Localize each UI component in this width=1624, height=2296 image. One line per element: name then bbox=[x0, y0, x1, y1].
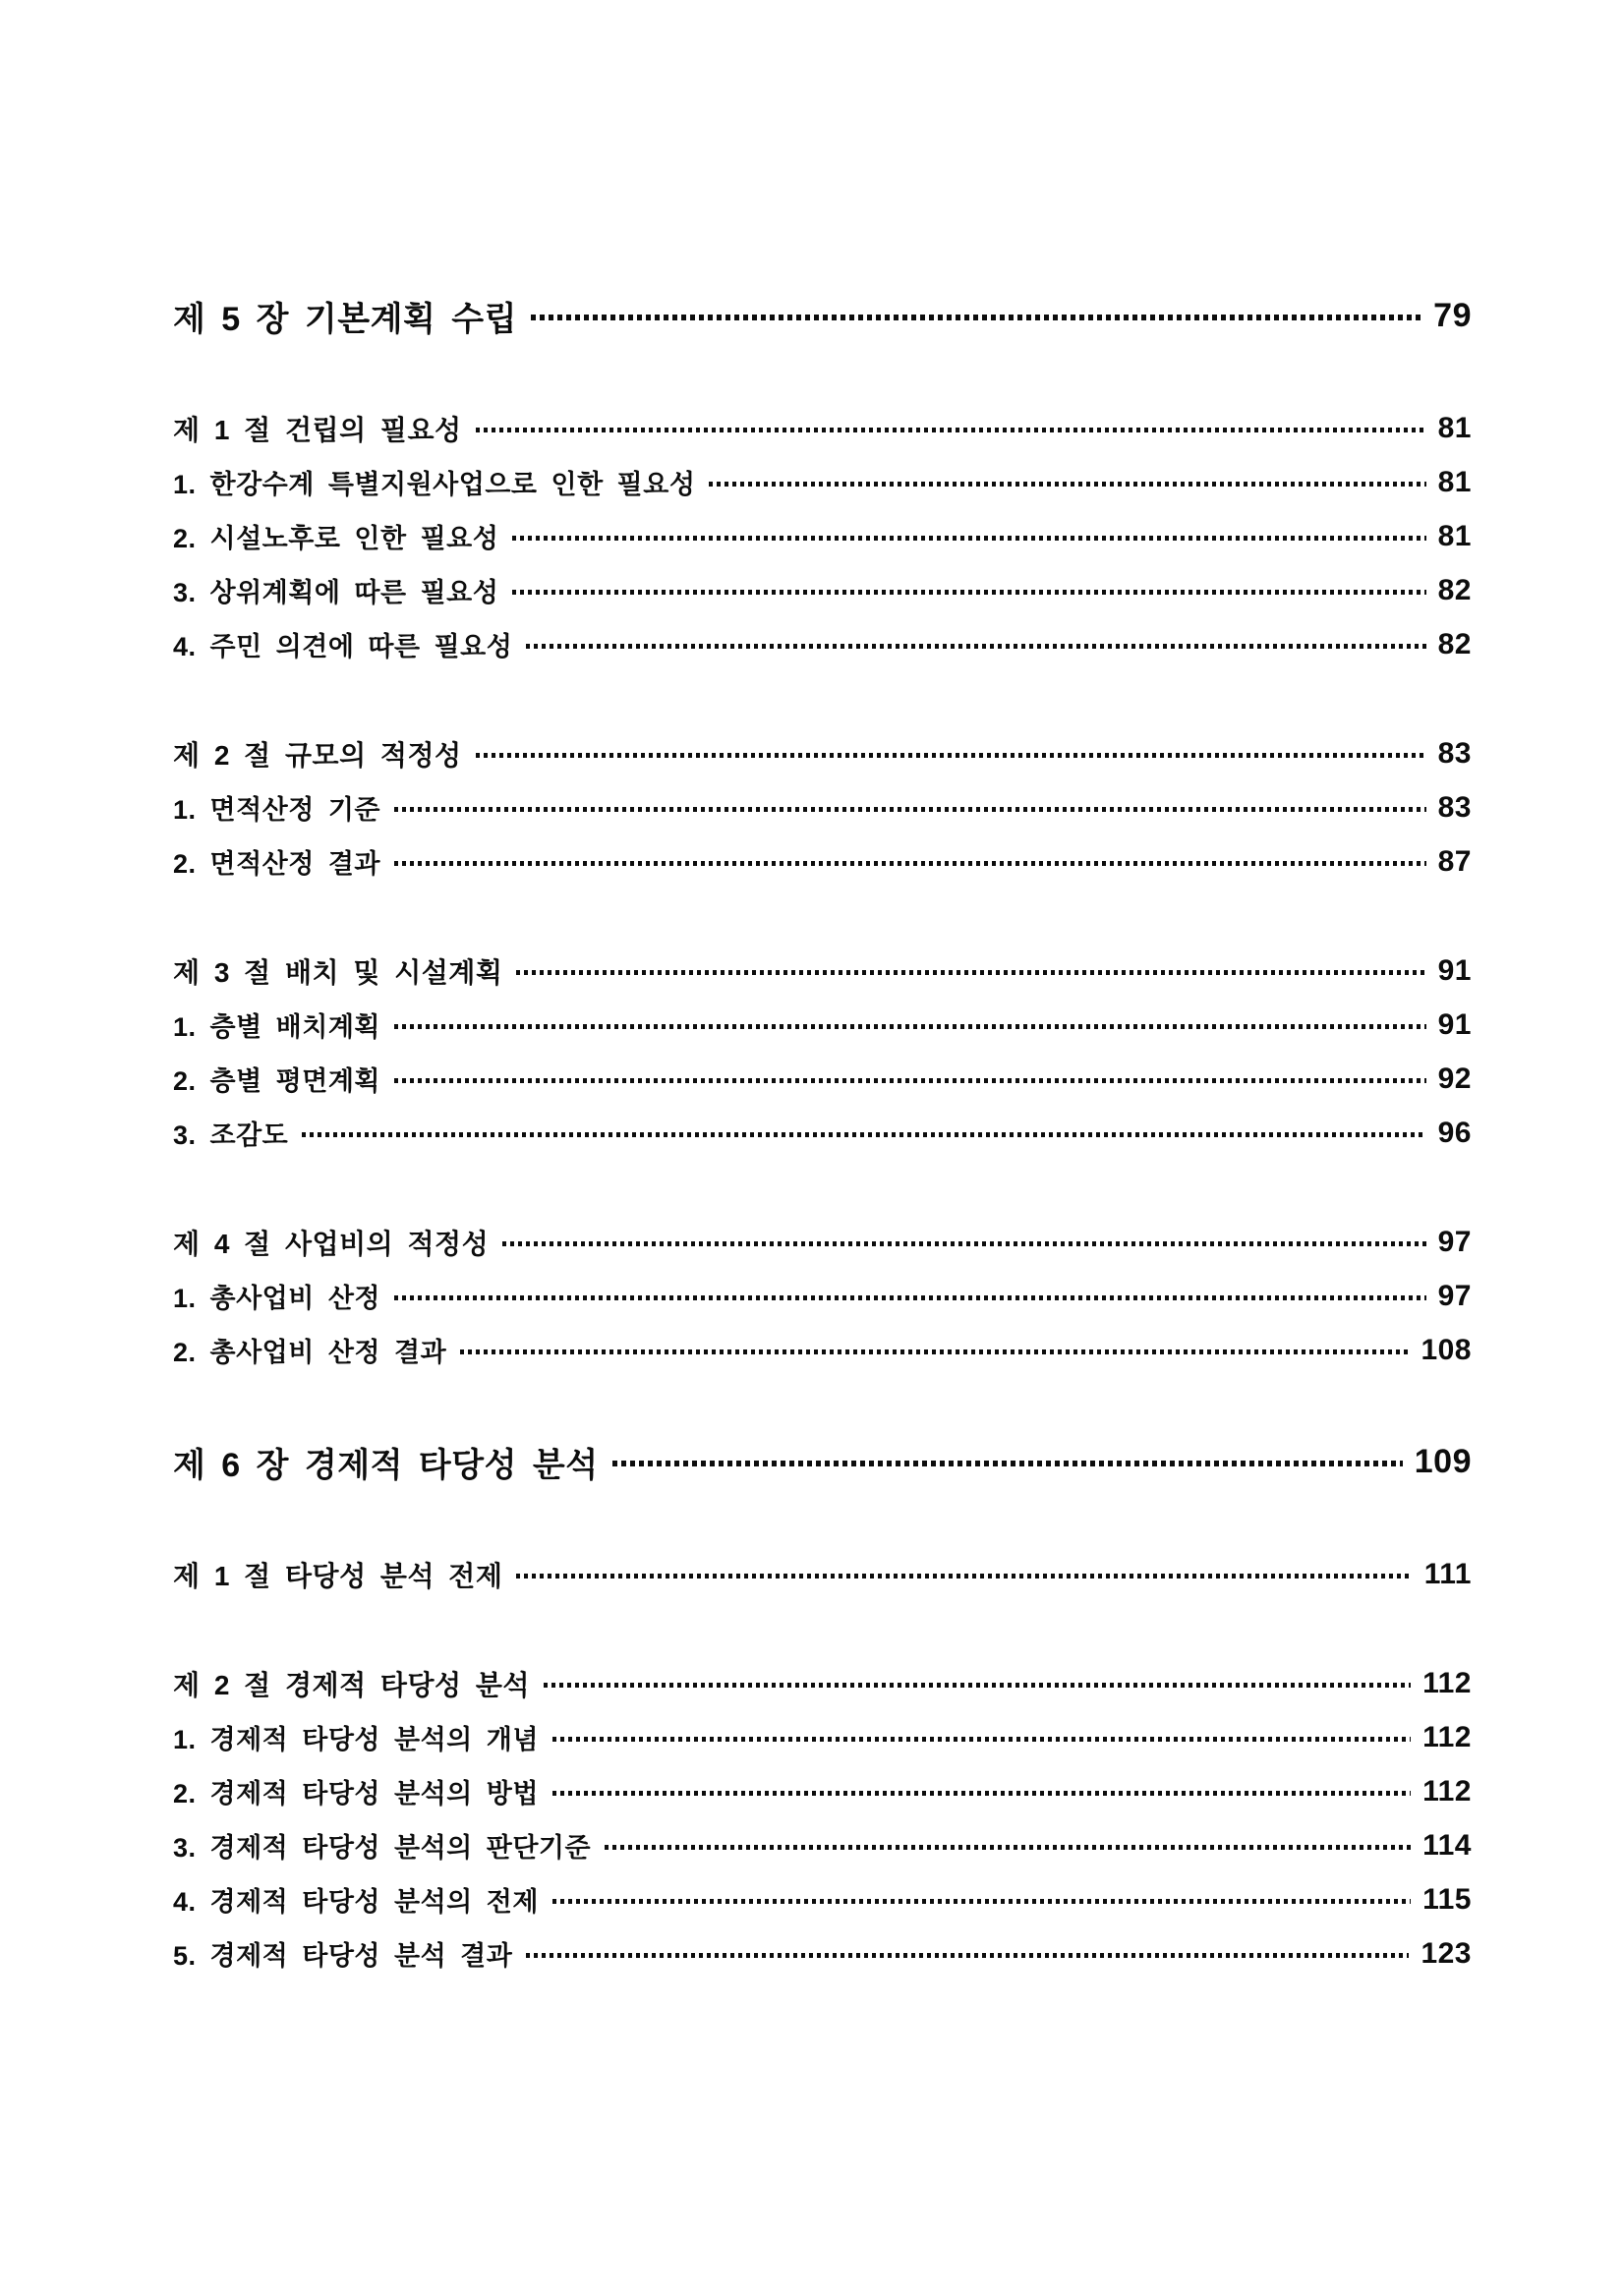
toc-entry-page-number: 87 bbox=[1437, 844, 1472, 878]
dotted-leader bbox=[394, 1078, 1426, 1083]
toc-entry-label: 2. 시설노후로 인한 필요성 bbox=[173, 524, 499, 553]
toc-entry-item bbox=[173, 998, 1472, 1052]
toc-entry-label: 4. 경제적 타당성 분석의 전제 bbox=[173, 1887, 539, 1917]
toc-entry-label: 1. 총사업비 산정 bbox=[173, 1284, 381, 1313]
toc-entry-page-number: 83 bbox=[1437, 790, 1472, 824]
dotted-leader bbox=[394, 1024, 1426, 1029]
toc-entry-item bbox=[173, 834, 1472, 889]
toc-entry-page-number: 112 bbox=[1422, 1774, 1472, 1808]
dotted-leader bbox=[502, 1241, 1426, 1246]
dotted-leader bbox=[552, 1791, 1411, 1796]
toc-entry-page-number: 115 bbox=[1422, 1882, 1472, 1916]
dotted-leader bbox=[516, 970, 1425, 975]
dotted-leader bbox=[394, 861, 1426, 866]
toc-entry-page-number: 97 bbox=[1437, 1225, 1472, 1258]
toc-entry-page-number: 79 bbox=[1433, 296, 1472, 334]
toc-entry-label: 4. 주민 의견에 따른 필요성 bbox=[173, 632, 513, 661]
dotted-leader bbox=[394, 807, 1426, 812]
toc-entry-page-number: 97 bbox=[1437, 1279, 1472, 1312]
toc-entry-page-number: 91 bbox=[1437, 1007, 1472, 1041]
toc-entry-label: 1. 층별 배치계획 bbox=[173, 1012, 381, 1042]
toc-entry-label: 1. 한강수계 특별지원사업으로 인한 필요성 bbox=[173, 470, 696, 499]
toc-entry-label: 1. 면적산정 기준 bbox=[173, 795, 381, 825]
toc-entry-page-number: 109 bbox=[1414, 1442, 1472, 1480]
toc-entry-item bbox=[173, 1106, 1472, 1160]
toc-entry-label: 3. 상위계획에 따른 필요성 bbox=[173, 578, 499, 607]
toc-entry-section bbox=[173, 726, 1472, 780]
toc-entry-item bbox=[173, 1818, 1472, 1872]
dotted-leader bbox=[512, 590, 1425, 595]
dotted-leader bbox=[709, 482, 1425, 487]
toc-entry-item bbox=[173, 1052, 1472, 1106]
toc-entry-section bbox=[173, 1215, 1472, 1269]
toc-entry-item bbox=[173, 563, 1472, 617]
toc-entry-label: 제 5 장 기본계획 수립 bbox=[173, 300, 517, 338]
toc-entry-page-number: 82 bbox=[1437, 627, 1472, 660]
toc-entry-label: 제 6 장 경제적 타당성 분석 bbox=[173, 1446, 599, 1484]
toc-entry-item bbox=[173, 1269, 1472, 1323]
toc-entry-item bbox=[173, 1926, 1472, 1980]
toc-entry-label: 2. 층별 평면계획 bbox=[173, 1066, 381, 1096]
toc-entry-section bbox=[173, 1547, 1472, 1601]
dotted-leader bbox=[531, 315, 1421, 320]
toc-entry-label: 제 4 절 사업비의 적정성 bbox=[173, 1228, 490, 1259]
dotted-leader bbox=[605, 1845, 1411, 1850]
toc-entry-item bbox=[173, 455, 1472, 509]
toc-entry-item bbox=[173, 617, 1472, 671]
toc-entry-item bbox=[173, 1764, 1472, 1818]
toc-entry-label: 5. 경제적 타당성 분석 결과 bbox=[173, 1941, 513, 1971]
toc-entry-label: 2. 경제적 타당성 분석의 방법 bbox=[173, 1779, 539, 1808]
dotted-leader bbox=[512, 536, 1425, 541]
table-of-contents bbox=[173, 285, 1472, 1980]
toc-entry-item bbox=[173, 780, 1472, 834]
toc-entry-label: 2. 면적산정 결과 bbox=[173, 849, 381, 879]
dotted-leader bbox=[612, 1461, 1403, 1466]
toc-entry-chapter bbox=[173, 1431, 1472, 1492]
toc-entry-page-number: 82 bbox=[1437, 573, 1472, 606]
toc-entry-page-number: 108 bbox=[1421, 1333, 1472, 1366]
toc-entry-section bbox=[173, 944, 1472, 998]
dotted-leader bbox=[526, 644, 1425, 649]
toc-entry-item bbox=[173, 1872, 1472, 1926]
toc-entry-label: 3. 경제적 타당성 분석의 판단기준 bbox=[173, 1833, 592, 1863]
dotted-leader bbox=[476, 428, 1426, 432]
toc-entry-page-number: 83 bbox=[1437, 736, 1472, 770]
toc-entry-page-number: 91 bbox=[1437, 953, 1472, 987]
toc-entry-page-number: 81 bbox=[1437, 411, 1472, 444]
dotted-leader bbox=[552, 1899, 1411, 1904]
dotted-leader bbox=[516, 1574, 1412, 1578]
toc-entry-item bbox=[173, 1710, 1472, 1764]
toc-entry-label: 제 2 절 경제적 타당성 분석 bbox=[173, 1669, 530, 1700]
toc-entry-page-number: 96 bbox=[1437, 1116, 1472, 1149]
toc-entry-page-number: 92 bbox=[1437, 1062, 1472, 1095]
toc-entry-label: 제 1 절 타당성 분석 전제 bbox=[173, 1560, 503, 1591]
toc-entry-page-number: 81 bbox=[1437, 465, 1472, 498]
dotted-leader bbox=[552, 1737, 1411, 1742]
toc-entry-page-number: 114 bbox=[1422, 1828, 1472, 1862]
toc-entry-page-number: 81 bbox=[1437, 519, 1472, 552]
toc-entry-page-number: 123 bbox=[1421, 1936, 1472, 1970]
dotted-leader bbox=[476, 753, 1426, 758]
dotted-leader bbox=[460, 1349, 1409, 1354]
toc-entry-label: 2. 총사업비 산정 결과 bbox=[173, 1338, 447, 1367]
toc-entry-page-number: 112 bbox=[1422, 1666, 1472, 1699]
toc-entry-label: 제 2 절 규모의 적정성 bbox=[173, 739, 462, 771]
toc-entry-label: 1. 경제적 타당성 분석의 개념 bbox=[173, 1725, 539, 1754]
toc-entry-item bbox=[173, 1323, 1472, 1377]
toc-entry-section bbox=[173, 401, 1472, 455]
toc-entry-chapter bbox=[173, 285, 1472, 346]
dotted-leader bbox=[526, 1953, 1409, 1958]
toc-entry-item bbox=[173, 509, 1472, 563]
toc-entry-label: 제 3 절 배치 및 시설계획 bbox=[173, 956, 503, 988]
toc-entry-section bbox=[173, 1656, 1472, 1710]
dotted-leader bbox=[302, 1132, 1425, 1137]
toc-entry-label: 3. 조감도 bbox=[173, 1120, 289, 1150]
dotted-leader bbox=[394, 1295, 1426, 1300]
toc-entry-label: 제 1 절 건립의 필요성 bbox=[173, 414, 462, 445]
toc-entry-page-number: 111 bbox=[1423, 1557, 1472, 1590]
dotted-leader bbox=[544, 1683, 1411, 1688]
toc-entry-page-number: 112 bbox=[1422, 1720, 1472, 1753]
